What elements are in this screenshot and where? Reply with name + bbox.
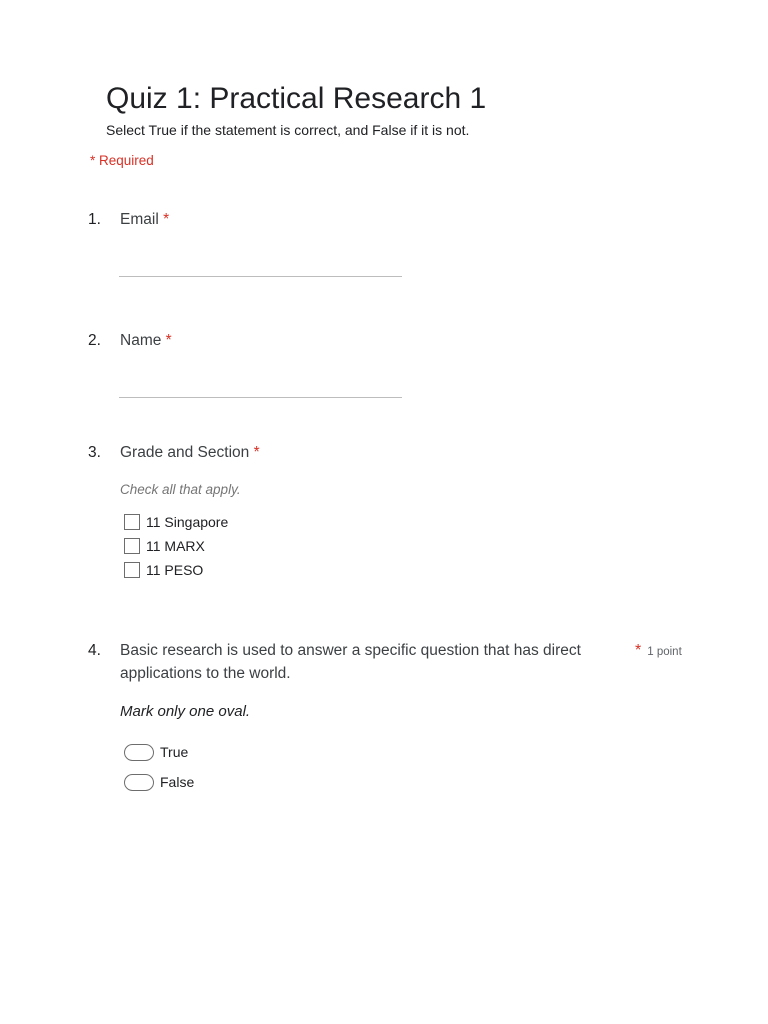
question-3-required-mark: * [253,444,260,461]
radio-oval-true[interactable] [124,744,154,761]
checkbox-option[interactable] [124,560,203,580]
email-field[interactable] [119,276,402,277]
question-4-points [635,642,682,660]
question-4-label [120,639,620,685]
name-field[interactable] [119,397,402,398]
question-3-number: 3. [88,444,101,461]
question-2-required-mark: * [165,332,172,349]
question-2-label [120,329,172,352]
question-3-hint: Check all that apply. [120,482,241,497]
question-3-text: Grade and Section [120,444,250,461]
form-description: Select True if the statement is correct, and False if it is not. [106,122,470,138]
checkbox-option-label: 11 Singapore [146,514,229,530]
question-1-number: 1. [88,211,101,228]
form-title: Quiz 1: Practical Research 1 [106,82,487,115]
checkbox-11-marx[interactable] [124,538,140,554]
checkbox-option[interactable] [124,536,205,556]
radio-option[interactable] [124,772,194,792]
question-2-text: Name [120,332,162,349]
question-4-hint: Mark only one oval. [120,703,251,720]
question-4-required-mark: * [635,642,642,659]
required-note: * Required [90,153,154,168]
points-value: 1 point [647,646,682,658]
question-4-text-line-2: applications to the world. [120,665,291,682]
question-2-number: 2. [88,332,101,349]
checkbox-option-label: 11 MARX [146,538,205,554]
checkbox-11-singapore[interactable] [124,514,140,530]
radio-option[interactable] [124,742,188,762]
checkbox-option[interactable] [124,512,228,532]
question-4-number: 4. [88,642,101,659]
question-1-text: Email [120,211,159,228]
question-1-label [120,208,169,231]
question-3-label [120,441,260,464]
checkbox-11-peso[interactable] [124,562,140,578]
question-1-required-mark: * [163,211,170,228]
radio-oval-false[interactable] [124,774,154,791]
question-4-text-line-1: Basic research is used to answer a specific question that has direct [120,642,581,659]
radio-option-label: True [160,744,189,760]
checkbox-option-label: 11 PESO [146,562,204,578]
radio-option-label: False [160,774,195,790]
